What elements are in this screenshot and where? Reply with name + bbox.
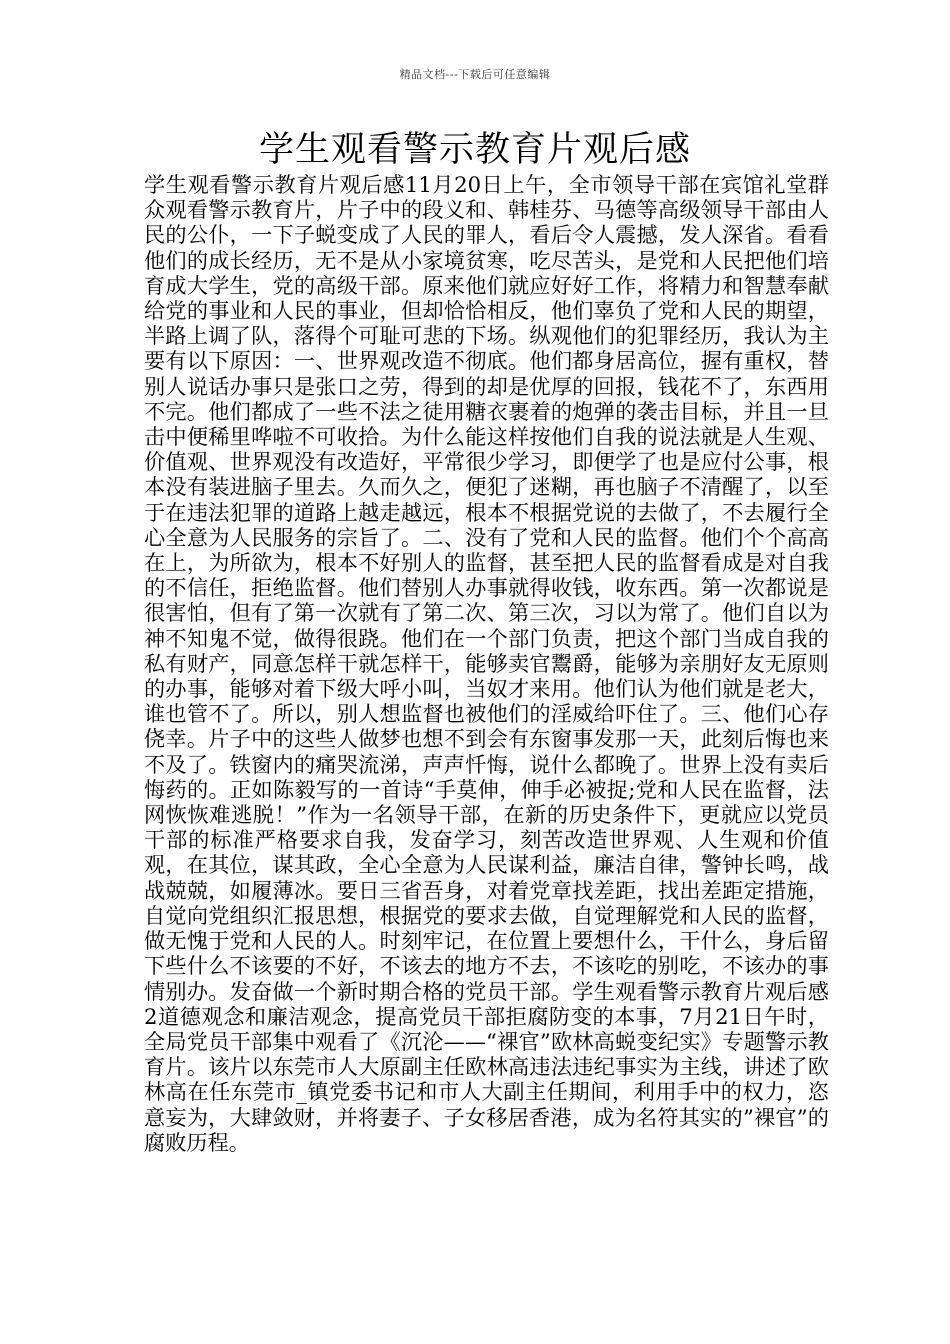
document-body: 学生观看警示教育片观后感11月20日上午，全市领导干部在宾馆礼堂群众观看警示教育片，片子中的段义和、韩桂芬、马德等高级领导干部由人民的公仆，一下子蜕变成了人民的罪人，看后令人震撼，发人深省。看看他们的成长经历，无不是从小家境贫寒，吃尽苦头，是党和人民把他们培育成大学生，党的高级干部。原来他们就应好好工作，将精力和智慧奉献给党的事业和人民的事业，但却恰恰相反，他们辜负了党和人民的期望，半路上调了队，落得个可耻可悲的下场。纵观他们的犯罪经历，我认为主要有以下原因：一、世界观改造不彻底。他们都身居高位，握有重权，替别人说话办事只是张口之劳，得到的却是优厚的回报，钱花不了，东西用不完。他们都成了一些不法之徒用糖衣裹着的炮弹的袭击目标，并且一旦击中便稀里哗啦不可收拾。为什么能这样按他们自我的说法就是人生观、价值观、世界观没有改造好，平常很少学习，即便学了也是应付公事，根本没有装进脑子里去。久而久之，便犯了迷糊，再也脑子不清醒了，以至于在违法犯罪的道路上越走越远，根本不根据党说的去做了，不去履行全心全意为人民服务的宗旨了。二、没有了党和人民的监督。他们个个高高在上，为所欲为，根本不好别人的监督，甚至把人民的监督看成是对自我的不信任，拒绝监督。他们替别人办事就得收钱，收东西。第一次都说是很害怕，但有了第一次就有了第二次、第三次，习以为常了。他们自以为神不知鬼不觉，做得很跷。他们在一个部门负责，把这个部门当成自我的私有财产，同意怎样干就怎样干，能够卖官鬻爵，能够为亲朋好友无原则的办事，能够对着下级大呼小叫，当奴才来用。他们认为他们就是老大，谁也管不了。所以，别人想监督也被他们的淫威给吓住了。三、他们心存侥幸。片子中的这些人做梦也想不到会有东窗事发那一天，此刻后悔也来不及了。铁窗内的痛哭流涕，声声忏悔，说什么都晚了。世界上没有卖后悔药的。正如陈毅写的一首诗“手莫伸，伸手必被捉;党和人民在监督，法网恢恢难逃脱！”作为一名领导干部，在新的历史条件下，更就应以党员干部的标准严格要求自我，发奋学习，刻苦改造世界观、人生观和价值观，在其位，谋其政，全心全意为人民谋利益，廉洁自律，警钟长鸣，战战兢兢，如履薄冰。要日三省吾身，对着党章找差距，找出差距定措施，自觉向党组织汇报思想，根据党的要求去做，自觉理解党和人民的监督，做无愧于党和人民的人。时刻牢记，在位置上要想什么，干什么，身后留下些什么不该要的不好，不该去的地方不去，不该吃的别吃，不该办的事情别办。发奋做一个新时期合格的党员干部。学生观看警示教育片观后感2道德观念和廉洁观念，提高党员干部拒腐防变的本事，7月21日午时，全局党员干部集中观看了《沉沦——“裸官”欧林高蜕变纪实》专题警示教育片。该片以东莞市人大原副主任欧林高违法违纪事实为主线，讲述了欧林高在任东莞市_镇党委书记和市人大副主任期间，利用手中的权力，恣意妄为，大肆敛财，并将妻子、子女移居香港，成为名符其实的”裸官”的腐败历程。 <box>144 172 829 1155</box>
header-note: 精品文档---下载后可任意编辑 <box>399 68 551 81</box>
document-title: 学生观看警示教育片观后感 <box>258 130 691 170</box>
